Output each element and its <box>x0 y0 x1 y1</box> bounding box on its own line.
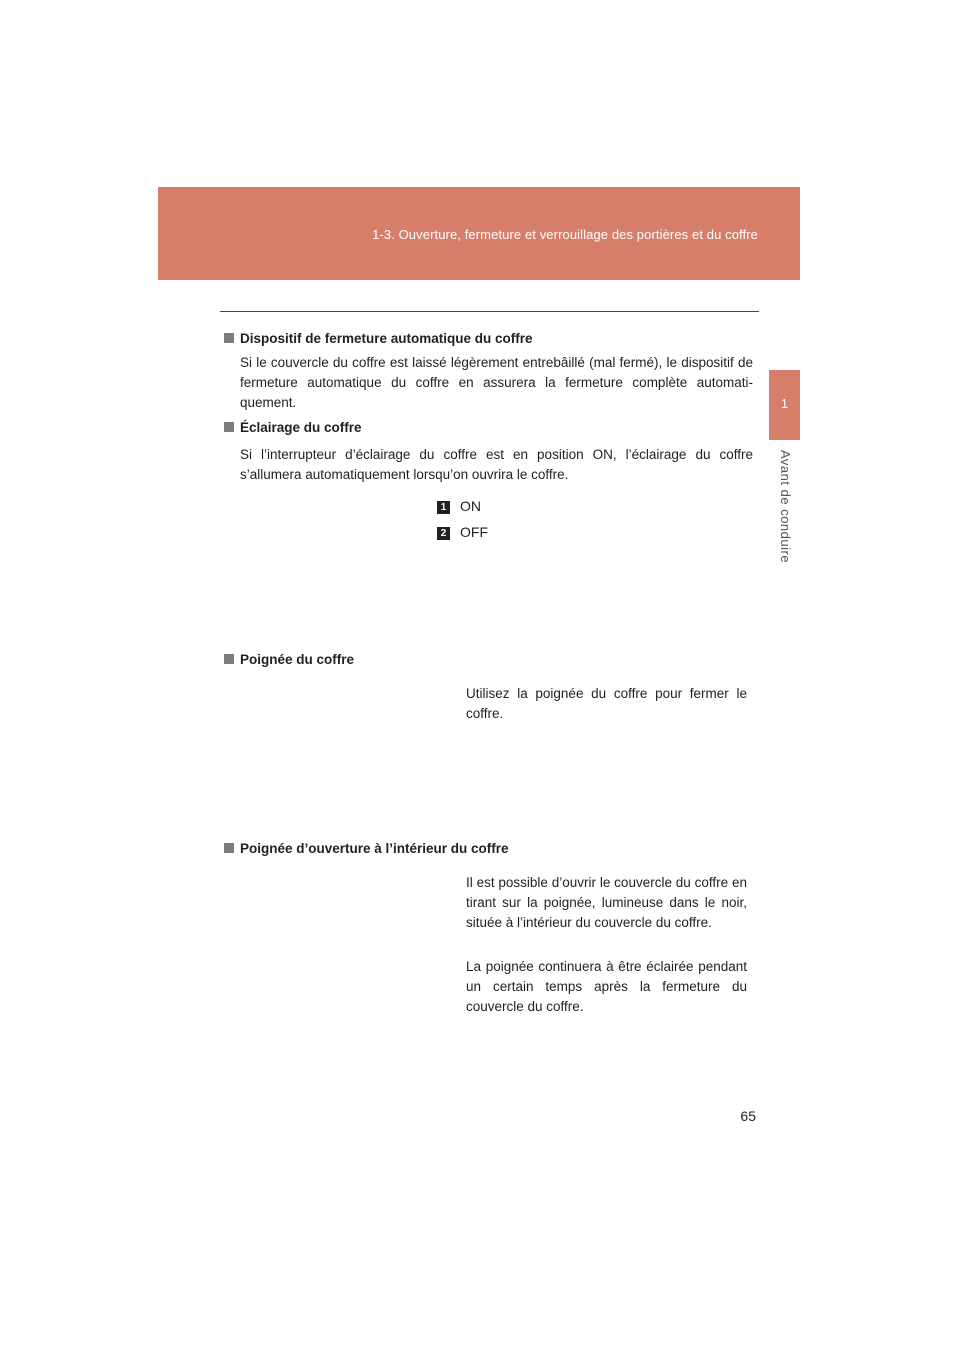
number-badge: 1 <box>437 501 450 514</box>
square-bullet-icon <box>224 654 234 664</box>
square-bullet-icon <box>224 843 234 853</box>
chapter-number: 1 <box>780 396 789 411</box>
legend-item-off: 2 OFF <box>437 524 488 540</box>
chapter-thumb-tab <box>769 370 800 440</box>
square-bullet-icon <box>224 333 234 343</box>
chapter-header-band <box>158 187 800 280</box>
section-text-lighting: Si l’interrupteur d’éclairage du coffre est en position ON, l’éclairage du coffre s’allumera automatiquement lorsqu’on ouvrira le coffre. <box>240 447 753 482</box>
section-heading-lighting: Éclairage du coffre <box>224 420 362 435</box>
square-bullet-icon <box>224 422 234 432</box>
legend-item-on: 1 ON <box>437 498 481 514</box>
section-text-trunk-handle: Utilisez la poignée du coffre pour fermer le coffre. <box>466 686 747 721</box>
page-number: 65 <box>740 1108 756 1124</box>
number-badge: 2 <box>437 527 450 540</box>
section-text-inside-release-2: La poignée continuera à être éclairée pendant un certain temps après la fermeture du couvercle du coffre. <box>466 959 747 1014</box>
section-heading-inside-release: Poignée d’ouverture à l’intérieur du coffre <box>224 841 509 856</box>
section-heading-trunk-handle: Poignée du coffre <box>224 652 354 667</box>
section-divider <box>220 311 759 312</box>
chapter-label: Avant de conduire <box>778 450 793 564</box>
section-text-inside-release-1: Il est possible d’ouvrir le couvercle du coffre en tirant sur la poignée, lumineuse dans le noir, située à l’intérieur du couvercle du coffre. <box>466 875 747 930</box>
section-heading-auto-close: Dispositif de fermeture automatique du coffre <box>224 331 533 346</box>
chapter-section-title: 1-3. Ouverture, fermeture et verrouillage des portières et du coffre <box>372 227 758 242</box>
section-text-auto-close: Si le couvercle du coffre est laissé légèrement entrebâillé (mal fermé), le dispositif de fermeture automatique du coffre en assurera la fermeture complète automati-quement. <box>240 355 753 410</box>
